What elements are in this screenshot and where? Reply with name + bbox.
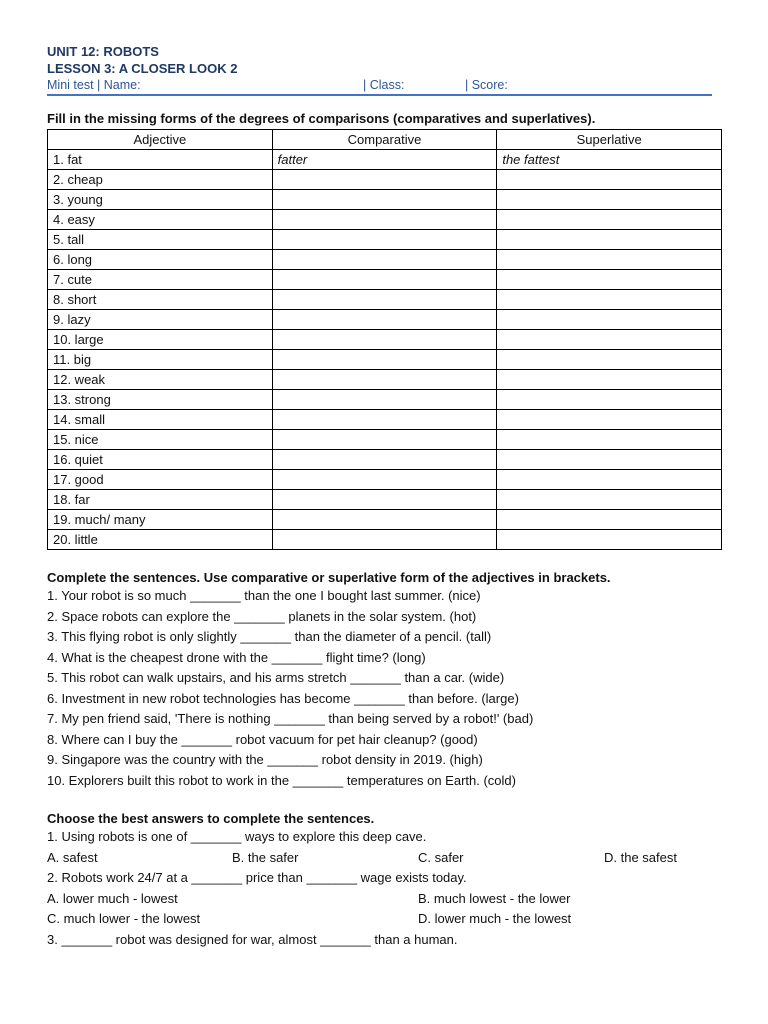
section1-title: Fill in the missing forms of the degrees of comparisons (comparatives and superlatives). [47, 111, 596, 126]
question-1: 1. Using robots is one of _______ ways to explore this deep cave. [47, 829, 427, 844]
sentence-item: 10. Explorers built this robot to work in the _______ temperatures on Earth. (cold) [47, 772, 516, 788]
superlative-cell[interactable] [497, 490, 722, 510]
column-header: Superlative [497, 130, 722, 150]
comparative-cell[interactable] [272, 250, 497, 270]
comparative-cell[interactable] [272, 290, 497, 310]
comparative-cell[interactable] [272, 470, 497, 490]
adjective-cell: 7. cute [48, 270, 273, 290]
table-row [48, 410, 722, 430]
comparative-cell[interactable] [272, 350, 497, 370]
comparative-cell[interactable] [272, 490, 497, 510]
superlative-cell[interactable] [497, 210, 722, 230]
comparative-cell[interactable] [272, 410, 497, 430]
adjective-cell: 19. much/ many [48, 510, 273, 530]
option-c[interactable]: C. much lower - the lowest [47, 911, 201, 926]
adjective-cell: 1. fat [48, 150, 273, 170]
adjective-cell: 6. long [48, 250, 273, 270]
worksheet-page [47, 43, 722, 950]
adjective-cell: 8. short [48, 290, 273, 310]
adjective-cell: 16. quiet [48, 450, 273, 470]
sentence-item: 3. This flying robot is only slightly _______ than the diameter of a pencil. (tall) [47, 629, 492, 644]
section3-title: Choose the best answers to complete the sentences. [47, 811, 375, 826]
comparative-cell[interactable] [272, 530, 497, 550]
mini-test-name-label: Mini test | Name: [47, 78, 141, 92]
student-info-line [47, 77, 712, 96]
sentence-item: 2. Space robots can explore the _______ planets in the solar system. (hot) [47, 608, 477, 624]
superlative-cell[interactable] [497, 290, 722, 310]
score-label: | Score: [465, 78, 508, 92]
superlative-cell[interactable] [497, 450, 722, 470]
adjective-cell: 12. weak [48, 370, 273, 390]
adjective-cell: 20. little [48, 530, 273, 550]
sentence-item: 7. My pen friend said, 'There is nothing _______ than being served by a robot!' (bad) [47, 711, 534, 726]
adjective-cell: 10. large [48, 330, 273, 350]
superlative-cell[interactable] [497, 510, 722, 530]
comparative-cell[interactable] [272, 430, 497, 450]
option-c[interactable]: C. safer [418, 849, 464, 865]
table-row [48, 230, 722, 250]
comparison-table [47, 129, 722, 550]
sentence-item: 6. Investment in new robot technologies has become _______ than before. (large) [47, 690, 519, 706]
table-row [48, 150, 722, 170]
table-row [48, 390, 722, 410]
table-row [48, 290, 722, 310]
adjective-cell: 15. nice [48, 430, 273, 450]
comparative-cell[interactable] [272, 390, 497, 410]
superlative-cell[interactable] [497, 250, 722, 270]
table-row [48, 210, 722, 230]
question-2-options-row1 [47, 889, 722, 910]
column-header: Adjective [48, 130, 273, 150]
superlative-cell[interactable] [497, 390, 722, 410]
section2-title: Complete the sentences. Use comparative or superlative form of the adjectives in brackets. [47, 570, 611, 585]
option-d[interactable]: D. lower much - the lowest [418, 911, 572, 926]
adjective-cell: 13. strong [48, 390, 273, 410]
question-1-options [47, 848, 722, 869]
superlative-cell[interactable] [497, 430, 722, 450]
table-row [48, 450, 722, 470]
class-label: | Class: [363, 78, 405, 92]
adjective-cell: 2. cheap [48, 170, 273, 190]
adjective-cell: 14. small [48, 410, 273, 430]
adjective-cell: 4. easy [48, 210, 273, 230]
table-row [48, 490, 722, 510]
option-a[interactable]: A. safest [47, 849, 98, 865]
comparative-cell[interactable] [272, 230, 497, 250]
table-row [48, 310, 722, 330]
column-header: Comparative [272, 130, 497, 150]
table-row [48, 470, 722, 490]
option-b[interactable]: B. the safer [232, 849, 299, 865]
table-row [48, 170, 722, 190]
lesson-title: LESSON 3: A CLOSER LOOK 2 [47, 61, 238, 76]
adjective-cell: 18. far [48, 490, 273, 510]
superlative-cell[interactable] [497, 190, 722, 210]
superlative-cell[interactable] [497, 370, 722, 390]
table-row [48, 430, 722, 450]
sentence-item: 4. What is the cheapest drone with the _______ flight time? (long) [47, 649, 426, 665]
comparative-cell[interactable]: fatter [272, 150, 497, 170]
superlative-cell[interactable] [497, 230, 722, 250]
sentence-item: 8. Where can I buy the _______ robot vacuum for pet hair cleanup? (good) [47, 731, 478, 747]
table-row [48, 250, 722, 270]
comparative-cell[interactable] [272, 330, 497, 350]
table-row [48, 190, 722, 210]
superlative-cell[interactable] [497, 310, 722, 330]
sentence-list [47, 586, 722, 791]
superlative-cell[interactable] [497, 330, 722, 350]
sentence-item: 1. Your robot is so much _______ than the one I bought last summer. (nice) [47, 588, 481, 603]
sentence-item: 9. Singapore was the country with the _______ robot density in 2019. (high) [47, 752, 483, 767]
superlative-cell[interactable] [497, 170, 722, 190]
superlative-cell[interactable] [497, 350, 722, 370]
superlative-cell[interactable]: the fattest [497, 150, 722, 170]
comparative-cell[interactable] [272, 170, 497, 190]
comparative-cell[interactable] [272, 190, 497, 210]
comparative-cell[interactable] [272, 270, 497, 290]
table-row [48, 370, 722, 390]
superlative-cell[interactable] [497, 410, 722, 430]
table-row [48, 350, 722, 370]
superlative-cell[interactable] [497, 470, 722, 490]
question-2-options-row2 [47, 909, 722, 930]
option-a[interactable]: A. lower much - lowest [47, 890, 178, 906]
adjective-cell: 17. good [48, 470, 273, 490]
option-d[interactable]: D. the safest [604, 849, 677, 865]
table-header-row [48, 130, 722, 150]
adjective-cell: 5. tall [48, 230, 273, 250]
table-row [48, 330, 722, 350]
adjective-cell: 3. young [48, 190, 273, 210]
table-row [48, 530, 722, 550]
question-3: 3. _______ robot was designed for war, almost _______ than a human. [47, 931, 458, 947]
unit-title: UNIT 12: ROBOTS [47, 44, 159, 59]
sentence-item: 5. This robot can walk upstairs, and his arms stretch _______ than a car. (wide) [47, 670, 505, 685]
comparative-cell[interactable] [272, 210, 497, 230]
comparative-cell[interactable] [272, 370, 497, 390]
table-row [48, 270, 722, 290]
comparative-cell[interactable] [272, 310, 497, 330]
comparative-cell[interactable] [272, 510, 497, 530]
adjective-cell: 11. big [48, 350, 273, 370]
superlative-cell[interactable] [497, 530, 722, 550]
superlative-cell[interactable] [497, 270, 722, 290]
option-b[interactable]: B. much lowest - the lower [418, 890, 571, 906]
adjective-cell: 9. lazy [48, 310, 273, 330]
comparative-cell[interactable] [272, 450, 497, 470]
question-2: 2. Robots work 24/7 at a _______ price than _______ wage exists today. [47, 870, 467, 885]
table-row [48, 510, 722, 530]
